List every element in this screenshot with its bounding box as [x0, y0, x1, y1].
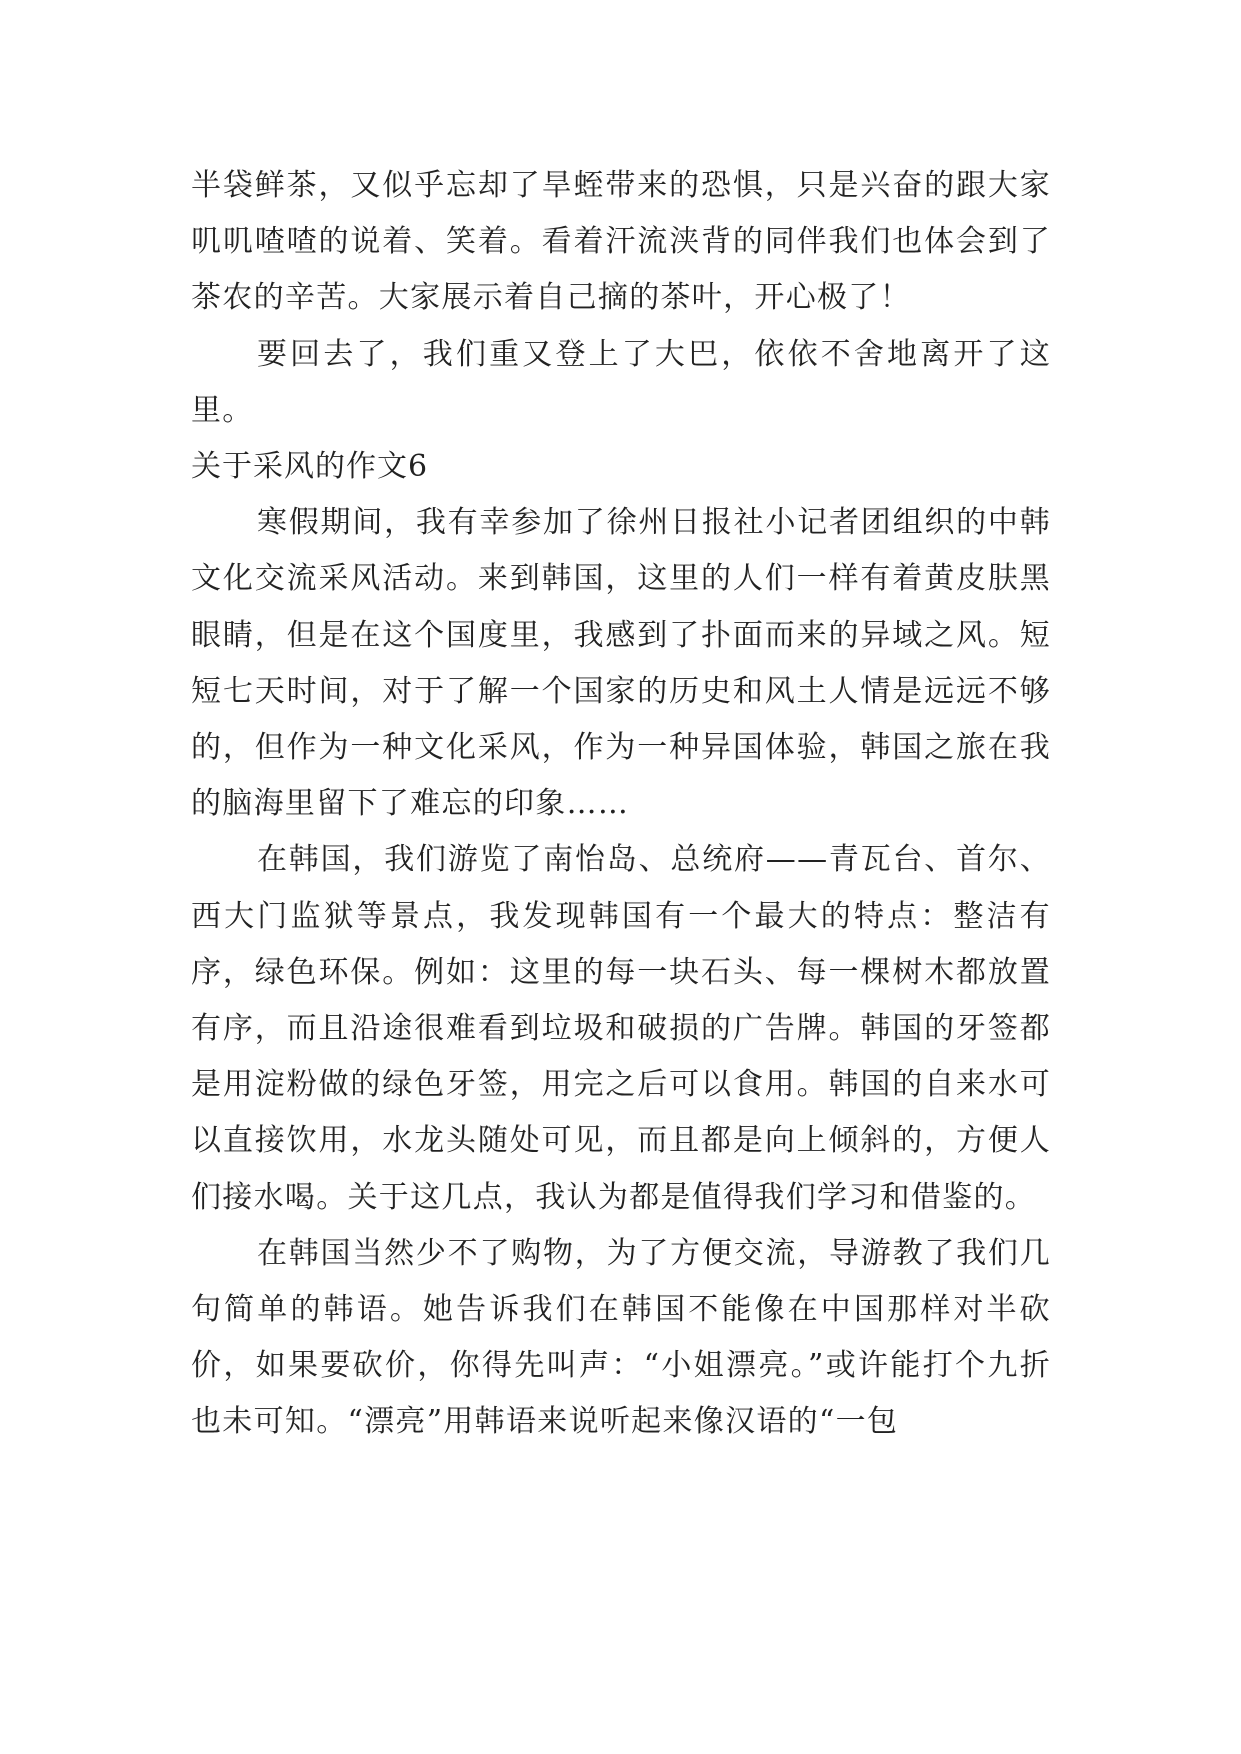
paragraph-sights: 在韩国，我们游览了南怡岛、总统府——青瓦台、首尔、西大门监狱等景点，我发现韩国有一个最大的特点：整洁有序，绿色环保。例如：这里的每一块石头、每一棵树木都放置有序，而且沿途很难看到垃圾和破损的广告牌。韩国的牙签都是用淀粉做的绿色牙签，用完之后可以食用。韩国的自来水可以直接饮用，水龙头随处可见，而且都是向上倾斜的，方便人们接水喝。关于这几点，我认为都是值得我们学习和借鉴的。: [191, 842, 1051, 1215]
section-title: 关于采风的作文6: [191, 449, 429, 485]
document-page: [191, 158, 1051, 1451]
paragraph-shopping: 在韩国当然少不了购物，为了方便交流，导游教了我们几句简单的韩语。她告诉我们在韩国不能像在中国那样对半砍价，如果要砍价，你得先叫声：“小姐漂亮。”或许能打个九折也未可知。“漂亮”用韩语来说听起来像汉语的“一包: [191, 1235, 1051, 1440]
paragraph-return: 要回去了，我们重又登上了大巴，依依不舍地离开了这里。: [191, 336, 1051, 428]
paragraph-continued: 半袋鲜茶，又似乎忘却了旱蛭带来的恐惧，只是兴奋的跟大家叽叽喳喳的说着、笑着。看着汗流浃背的同伴我们也体会到了茶农的辛苦。大家展示着自己摘的茶叶，开心极了！: [191, 168, 1051, 316]
paragraph-intro: 寒假期间，我有幸参加了徐州日报社小记者团组织的中韩文化交流采风活动。来到韩国，这里的人们一样有着黄皮肤黑眼睛，但是在这个国度里，我感到了扑面而来的异域之风。短短七天时间，对于了解一个国家的历史和风土人情是远远不够的，但作为一种文化采风，作为一种异国体验，韩国之旅在我的脑海里留下了难忘的印象……: [191, 505, 1051, 822]
